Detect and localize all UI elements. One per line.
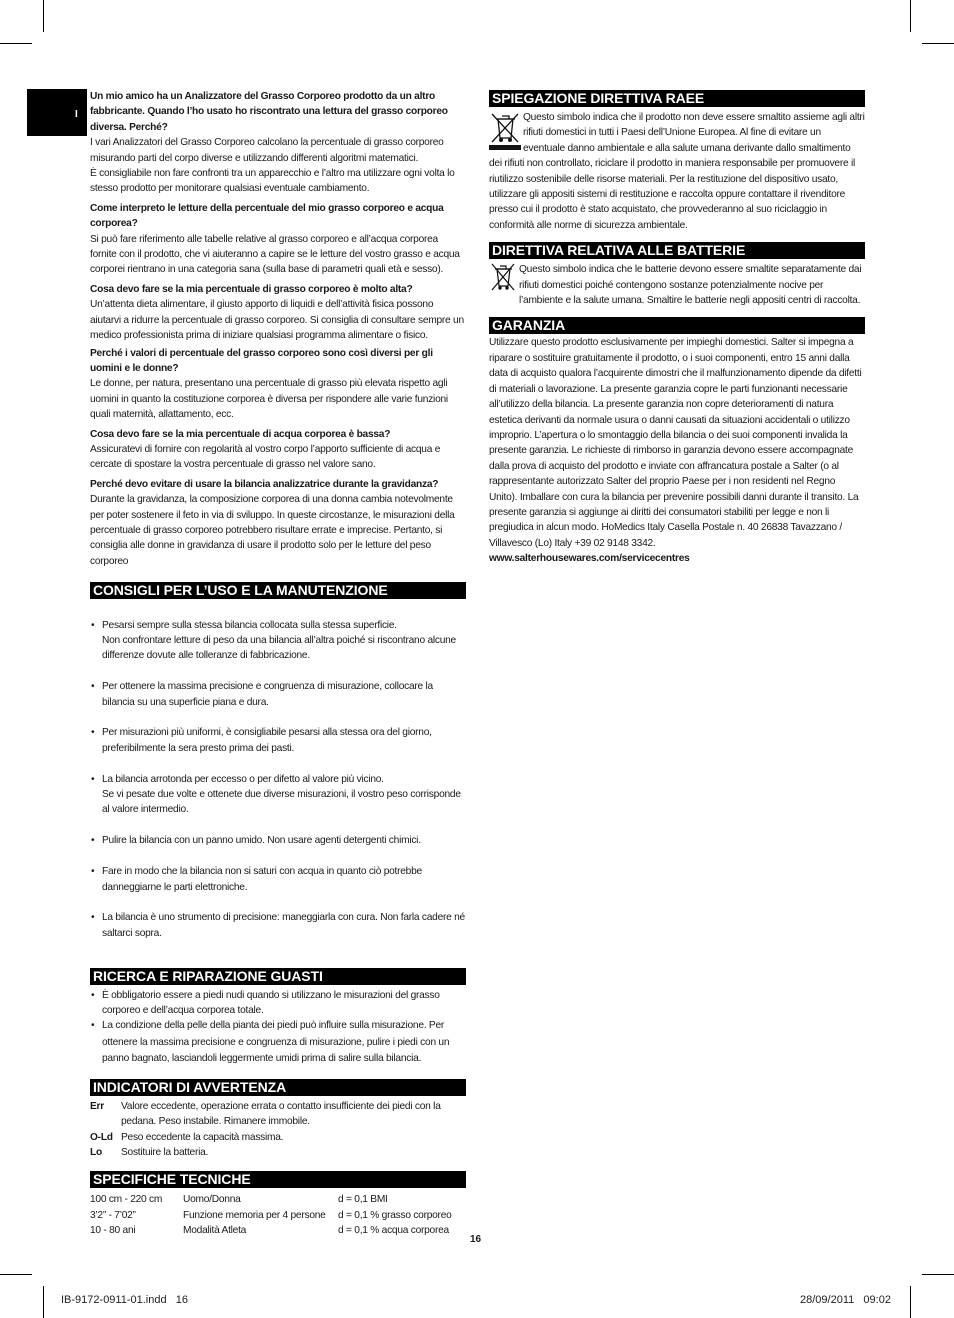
faq-question: Un mio amico ha un Analizzatore del Grasso Corporeo prodotto da un altro fabbricante. Quando l’ho usato ho riscontrato una lettura del grasso corporeo diversa. Perché? xyxy=(90,91,448,133)
table-cell: 100 cm - 220 cm xyxy=(90,1194,163,1206)
section-heading: SPIEGAZIONE DIRETTIVA RAEE xyxy=(489,90,865,107)
indicator-code: Lo xyxy=(90,1147,102,1159)
weee-text: Questo simbolo indica che il prodotto non deve essere smaltito assieme agli altri rifiuti domestici in tutti i Paesi dell’Unione Europea. Al fine di evitare un eventuale danno ambientale e alla salute umana derivante dallo smaltimento dei rifiuti non controllato, riciclare il prodotto in maniera responsabile per promuovere il riutilizzo sostenibile delle risorse materiali. Per la restituzione del dispositivo usato, utilizzare gli appositi sistemi di restituzione e raccolta oppure contattare il rivenditore presso cui il prodotto è stato acquistato, che provvederanno al suo riciclaggio in conformità alle norme di sicurezza ambientale. xyxy=(489,112,865,231)
warranty-url[interactable]: www.salterhousewares.com/servicecentres xyxy=(489,553,690,565)
list-item: • Per ottenere la massima precisione e congruenza di misurazione, collocare la bilancia su una superficie piana e dura. xyxy=(90,679,466,710)
faq-question: Cosa devo fare se la mia percentuale di grasso corporeo è molto alta? xyxy=(90,283,413,295)
section-heading: GARANZIA xyxy=(489,317,865,334)
faq-item xyxy=(90,282,466,344)
crop-mark xyxy=(0,1274,32,1275)
section-heading: DIRETTIVA RELATIVA ALLE BATTERIE xyxy=(489,242,865,259)
table-cell: d = 0,1 % grasso corporeo xyxy=(338,1209,452,1221)
indicator-text: Peso eccedente la capacità massima. xyxy=(121,1131,284,1143)
faq-question: Come interpreto le letture della percentuale del mio grasso corporeo e acqua corporea? xyxy=(90,202,444,230)
list-item: • Fare in modo che la bilancia non si saturi con acqua in quanto ciò potrebbe danneggiarne le parti elettroniche. xyxy=(90,864,466,895)
right-column xyxy=(489,90,865,567)
table-cell: Modalità Atleta xyxy=(183,1225,247,1237)
faq-answer: I vari Analizzatori del Grasso Corporeo calcolano la percentuale di grasso corporeo misurando parti del corpo diverse e utilizzando differenti algoritmi matematici. xyxy=(90,137,444,164)
battery-text: Questo simbolo indica che le batterie devono essere smaltite separatamente dai rifiuti domestici poiché contengono sostanze potenzialmente nocive per l’ambiente e la salute umana. Smaltire le batterie negli appositi centri di raccolta. xyxy=(519,264,862,307)
table-cell: 10 - 80 ani xyxy=(90,1225,136,1237)
faq-item xyxy=(90,201,466,278)
indicator-code: Err xyxy=(90,1100,104,1112)
list-item: • La bilancia è uno strumento di precisione: maneggiarla con cura. Non farla cadere né saltarci sopra. xyxy=(90,910,466,941)
table-row xyxy=(90,1192,452,1207)
indicator-row xyxy=(90,1099,466,1130)
section-heading: SPECIFICHE TECNICHE xyxy=(90,1171,466,1188)
table-row xyxy=(90,1208,452,1223)
footer-filename: IB-9172-0911-01.indd 16 xyxy=(61,1294,188,1306)
language-tab xyxy=(27,89,87,136)
page-number: 16 xyxy=(470,1234,482,1245)
faq-question: Perché devo evitare di usare la bilancia analizzatrice durante la gravidanza? xyxy=(90,478,439,490)
spec-table xyxy=(90,1192,452,1238)
warranty-section xyxy=(489,317,865,566)
crop-mark xyxy=(43,1286,44,1318)
faq-answer: Assicuratevi di fornire con regolarità al vostro corpo l’apporto sufficiente di acqua e cercate di spostare la vostra percentuale di grasso nel valore sano. xyxy=(90,443,441,471)
battery-body xyxy=(489,262,865,308)
faq-section xyxy=(90,89,466,569)
table-cell: d = 0,1 BMI xyxy=(338,1194,388,1206)
crop-mark xyxy=(43,0,44,32)
indicator-list xyxy=(90,1099,466,1161)
section-heading: INDICATORI DI AVVERTENZA xyxy=(90,1079,466,1096)
faq-answer: Si può fare riferimento alle tabelle relative al grasso corporeo e all’acqua corporea fornite con il prodotto, che vi aiuteranno a capire se le letture del vostro grasso e acqua corporei rientrano in una categoria sana (sulla base di parametri quali età e sesso). xyxy=(90,233,460,276)
faq-question: Perché i valori di percentuale del grasso corporeo sono così diversi per gli uomini e le donne? xyxy=(90,347,433,374)
crop-mark xyxy=(910,1286,911,1318)
footer-date: 28/09/2011 09:02 xyxy=(800,1294,891,1306)
weee-section xyxy=(489,90,865,233)
section-heading: RICERCA E RIPARAZIONE GUASTI xyxy=(90,968,466,985)
list-item: • Per misurazioni più uniformi, è consigliabile pesarsi alla stessa ora del giorno, preferibilmente la sera presto prima dei pasti. xyxy=(90,725,466,756)
weee-body xyxy=(489,110,865,233)
table-cell: Uomo/Donna xyxy=(183,1194,241,1206)
troubleshooting-list xyxy=(90,988,466,1068)
faq-answer: Un’attenta dieta alimentare, il giusto apporto di liquidi e dell’attività fisica possono aiutarvi a ridurre la percentuale di grasso corporeo. Si consiglia di consultare sempre un medico professionista prima di iniziare qualsiasi programma alimentare o fisico. xyxy=(90,299,464,342)
table-cell: 3’2” - 7’02” xyxy=(90,1209,136,1221)
faq-item xyxy=(90,477,466,569)
list-item: • È obbligatorio essere a piedi nudi quando si utilizzano le misurazioni del grasso corporeo e dell’acqua corporea totale. xyxy=(90,988,466,1019)
faq-item xyxy=(90,427,466,473)
specifications-section xyxy=(90,1171,466,1238)
faq-answer: Durante la gravidanza, la composizione corporea di una donna cambia notevolmente per poter sostenere il feto in via di sviluppo. In queste circostanze, le misurazioni della percentuale di grasso corporeo potrebbero risultare errate e imprecise. Pertanto, si consiglia alle donne in gravidanza di usare il prodotto solo per le letture del peso corporeo xyxy=(90,494,455,567)
indicator-row xyxy=(90,1145,466,1160)
left-column xyxy=(90,89,466,1239)
warranty-text: Utilizzare questo prodotto esclusivamente per impieghi domestici. Salter si impegna a riparare o sostituire gratuitamente il prodotto, o i suoi componenti, entro 15 anni dalla data di acquisto qualora l’acquirente dimostri che il malfunzionamento dipende da difetti di materiali o lavorazione. La presente garanzia copre le parti funzionanti necessarie all’utilizzo della bilancia. La presente garanzia non copre deterioramenti di natura estetica derivanti da normale usura o danni causati da situazioni accidentali o utilizzo improprio. L’apertura o lo smontaggio della bilancia o dei suoi componenti invalida la presente garanzia. Le richieste di rimborso in garanzia devono essere accompagnate dalla prova di acquisto del prodotto e inviate con affrancatura postale a Salter (o al rappresentante autorizzato Salter del proprio Paese per i non residenti nel Regno Unito). Imballare con cura la bilancia per prevenire possibili danni durante il transito. La presente garanzia si aggiunge ai diritti dei consumatori stabiliti per legge e non li pregiudica in alcun modo. HoMedics Italy Casella Postale n. 40 26838 Tavazzano / Villavesco (Lo) Italy +39 02 9148 3342. xyxy=(489,337,862,549)
indicator-row xyxy=(90,1130,466,1145)
list-item: • La condizione della pelle della pianta dei piedi può influire sulla misurazione. Per ottenere la massima precisione e congruenza di misurazione, pulire i piedi con un panno bagnato, lasciandoli leggermente umidi prima di salire sulla bilancia. xyxy=(90,1018,466,1068)
section-heading: CONSIGLI PER L’USO E LA MANUTENZIONE xyxy=(90,582,466,599)
warning-indicators-section xyxy=(90,1079,466,1161)
battery-section xyxy=(489,242,865,308)
crop-mark xyxy=(0,43,32,44)
language-tab-label: I xyxy=(75,109,78,120)
list-item: • Pesarsi sempre sulla stessa bilancia collocata sulla stessa superficie. Non confrontare letture di peso da una bilancia all’altra poiché si riscontrano alcune differenze dovute alle tolleranze di fabbricazione. xyxy=(90,618,466,664)
indicator-text: Valore eccedente, operazione errata o contatto insufficiente dei piedi con la pedana. Peso instabile. Rimanere immobile. xyxy=(121,1100,441,1128)
faq-item xyxy=(90,89,466,197)
faq-question: Cosa devo fare se la mia percentuale di acqua corporea è bassa? xyxy=(90,428,391,440)
tips-list xyxy=(90,602,466,956)
table-cell: d = 0,1 % acqua corporea xyxy=(338,1225,449,1237)
table-cell: Funzione memoria per 4 persone xyxy=(183,1209,326,1221)
crop-mark xyxy=(922,1274,954,1275)
crop-mark xyxy=(922,43,954,44)
indicator-text: Sostituire la batteria. xyxy=(121,1147,209,1159)
indicator-code: O-Ld xyxy=(90,1131,113,1143)
usage-tips-section xyxy=(90,582,466,956)
troubleshooting-section xyxy=(90,968,466,1068)
list-item: • Pulire la bilancia con un panno umido. Non usare agenti detergenti chimici. xyxy=(90,833,466,848)
crossed-wheelie-bin-icon xyxy=(489,110,521,155)
crossed-battery-bin-icon xyxy=(489,262,517,297)
faq-item xyxy=(90,346,466,423)
crop-mark xyxy=(910,0,911,32)
faq-answer: Le donne, per natura, presentano una percentuale di grasso più elevata rispetto agli uomini in quanto la costituzione corporea è diversa per rispondere alle varie funzioni quali maternità, allattamento, ecc. xyxy=(90,378,448,421)
list-item: • La bilancia arrotonda per eccesso o per difetto al valore più vicino. Se vi pesate due volte e ottenete due diverse misurazioni, il vostro peso corrisponde al valore intermedio. xyxy=(90,772,466,818)
table-row xyxy=(90,1223,452,1238)
faq-answer: È consigliabile non fare confronti tra un apparecchio e l’altro ma utilizzare ogni volta lo stesso prodotto per monitorare qualsiasi eventuale cambiamento. xyxy=(90,168,455,195)
